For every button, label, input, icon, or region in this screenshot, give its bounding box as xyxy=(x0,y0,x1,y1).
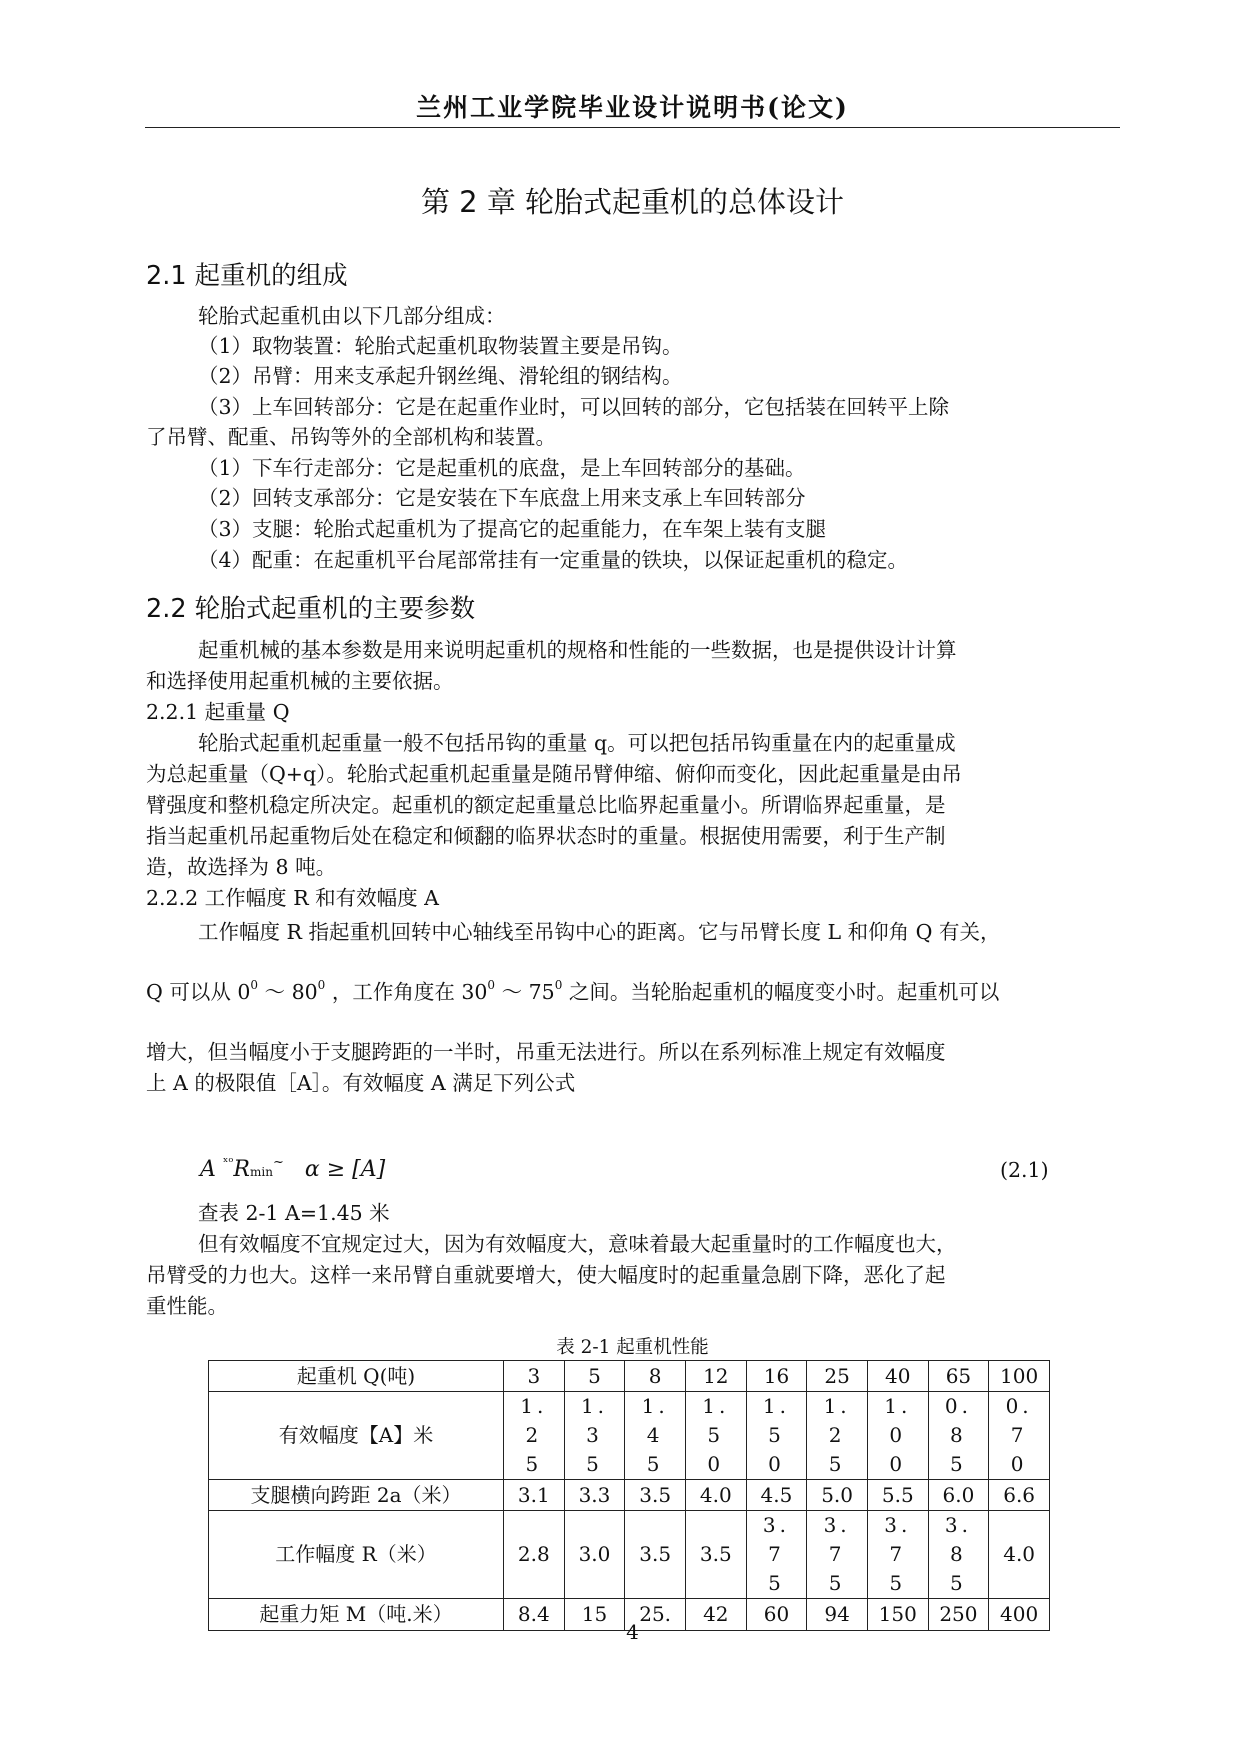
table-cell: 1.35 xyxy=(564,1392,625,1480)
table-cell: 3.5 xyxy=(685,1511,746,1599)
table-cell: 12 xyxy=(685,1361,746,1392)
paragraph-line: （4）配重：在起重机平台尾部常挂有一定重量的铁块，以保证起重机的稳定。 xyxy=(198,548,909,572)
table-cell: 8.4 xyxy=(504,1599,565,1631)
table-cell: 3.75 xyxy=(807,1511,868,1599)
page-number: 4 xyxy=(626,1620,639,1644)
row-label: 支腿横向跨距 2a（米） xyxy=(209,1480,504,1511)
paragraph-line: （2）吊臂：用来支承起升钢丝绳、滑轮组的钢结构。 xyxy=(198,364,683,388)
table-cell: 3.75 xyxy=(746,1511,807,1599)
table-cell: 5 xyxy=(564,1361,625,1392)
table-cell: 0.70 xyxy=(989,1392,1050,1480)
crane-performance-table xyxy=(208,1360,1050,1631)
table-cell: 6.0 xyxy=(928,1480,989,1511)
row-label: 起重力矩 M（吨.米） xyxy=(209,1599,504,1631)
table-cell: 3.0 xyxy=(564,1511,625,1599)
paragraph-line: （3）上车回转部分：它是在起重作业时，可以回转的部分，它包括装在回转平上除 xyxy=(198,395,950,419)
paragraph-line: 轮胎式起重机起重量一般不包括吊钩的重量 q。可以把包括吊钩重量在内的起重量成 xyxy=(198,731,956,755)
section-heading-2-1: 2.1 起重机的组成 xyxy=(146,261,348,291)
table-cell: 94 xyxy=(807,1599,868,1631)
paragraph-line: （3）支腿：轮胎式起重机为了提高它的起重能力，在车架上装有支腿 xyxy=(198,517,827,541)
table-caption: 表 2-1 起重机性能 xyxy=(556,1337,709,1358)
table-cell: 60 xyxy=(746,1599,807,1631)
table-cell: 65 xyxy=(928,1361,989,1392)
paragraph-line: 指当起重机吊起重物后处在稳定和倾翻的临界状态时的重量。根据使用需要，利于生产制 xyxy=(146,824,946,848)
paragraph-line-with-degrees: Q 可以从 $0^0$ ～ $80^0$ ，工作角度在 $30^0$ ～ $75^0$ 之间。当轮胎起重机的幅度变小时。起重机可以 xyxy=(146,978,1000,1004)
table-row xyxy=(209,1511,1050,1599)
table-row xyxy=(209,1480,1050,1511)
table-row xyxy=(209,1361,1050,1392)
paragraph-line: （1）下车行走部分：它是起重机的底盘，是上车回转部分的基础。 xyxy=(198,456,806,480)
section-heading-2-2: 2.2 轮胎式起重机的主要参数 xyxy=(146,594,476,624)
paragraph-line: 但有效幅度不宜规定过大，因为有效幅度大，意味着最大起重量时的工作幅度也大， xyxy=(198,1232,957,1256)
table-cell: 2.8 xyxy=(504,1511,565,1599)
table-cell: 4.0 xyxy=(685,1480,746,1511)
table-cell: 4.5 xyxy=(746,1480,807,1511)
paragraph-line: 和选择使用起重机械的主要依据。 xyxy=(146,669,454,693)
table-cell: 4.0 xyxy=(989,1511,1050,1599)
table-cell: 40 xyxy=(867,1361,928,1392)
table-cell: 25 xyxy=(807,1361,868,1392)
paragraph-line: 为总起重量（Q+q）。轮胎式起重机起重量是随吊臂伸缩、俯仰而变化，因此起重量是由吊 xyxy=(146,762,962,786)
table-cell: 42 xyxy=(685,1599,746,1631)
paragraph-line: （1）取物装置：轮胎式起重机取物装置主要是吊钩。 xyxy=(198,334,683,358)
paragraph-line: 轮胎式起重机由以下几部分组成： xyxy=(198,304,506,328)
table-cell: 250 xyxy=(928,1599,989,1631)
table-cell: 1.45 xyxy=(625,1392,686,1480)
table-cell: 1.25 xyxy=(504,1392,565,1480)
running-header: 兰州工业学院毕业设计说明书(论文) xyxy=(416,93,849,122)
paragraph-line: 工作幅度 R 指起重机回转中心轴线至吊钩中心的距离。它与吊臂长度 L 和仰角 Q 有关， xyxy=(198,920,1001,944)
table-cell: 3.5 xyxy=(625,1511,686,1599)
table-cell: 1.50 xyxy=(685,1392,746,1480)
table-cell: 100 xyxy=(989,1361,1050,1392)
subsection-heading-2-2-2: 2.2.2 工作幅度 R 和有效幅度 A xyxy=(146,886,439,910)
table-cell: 1.25 xyxy=(807,1392,868,1480)
header-divider xyxy=(145,127,1120,128)
table-cell: 8 xyxy=(625,1361,686,1392)
table-cell: 3.75 xyxy=(867,1511,928,1599)
table-cell: 0.85 xyxy=(928,1392,989,1480)
table-cell: 3.1 xyxy=(504,1480,565,1511)
table-cell: 1.50 xyxy=(746,1392,807,1480)
table-cell: 15 xyxy=(564,1599,625,1631)
table-row xyxy=(209,1392,1050,1480)
paragraph-line: 吊臂受的力也大。这样一来吊臂自重就要增大，使大幅度时的起重量急剧下降，恶化了起 xyxy=(146,1263,946,1287)
table-cell: 25. xyxy=(625,1599,686,1631)
table-cell: 3.3 xyxy=(564,1480,625,1511)
table-cell: 6.6 xyxy=(989,1480,1050,1511)
paragraph-line: 查表 2-1 A=1.45 米 xyxy=(198,1201,390,1225)
table-cell: 150 xyxy=(867,1599,928,1631)
paragraph-line: 造，故选择为 8 吨。 xyxy=(146,855,337,879)
paragraph-line: 起重机械的基本参数是用来说明起重机的规格和性能的一些数据，也是提供设计计算 xyxy=(198,638,957,662)
paragraph-line: （2）回转支承部分：它是安装在下车底盘上用来支承上车回转部分 xyxy=(198,486,806,510)
table-cell: 16 xyxy=(746,1361,807,1392)
table-cell: 5.5 xyxy=(867,1480,928,1511)
table-cell: 3 xyxy=(504,1361,565,1392)
row-label: 工作幅度 R（米） xyxy=(209,1511,504,1599)
table-cell: 3.85 xyxy=(928,1511,989,1599)
paragraph-line: 上 A 的极限值［A］。有效幅度 A 满足下列公式 xyxy=(146,1071,576,1095)
table-cell: 1.00 xyxy=(867,1392,928,1480)
paragraph-line: 增大，但当幅度小于支腿跨距的一半时，吊重无法进行。所以在系列标准上规定有效幅度 xyxy=(146,1040,946,1064)
paragraph-line: 了吊臂、配重、吊钩等外的全部机构和装置。 xyxy=(146,425,556,449)
subsection-heading-2-2-1: 2.2.1 起重量 Q xyxy=(146,700,290,724)
equation-number: (2.1) xyxy=(1000,1158,1049,1182)
table-cell: 3.5 xyxy=(625,1480,686,1511)
paragraph-line: 臂强度和整机稳定所决定。起重机的额定起重量总比临界起重量小。所谓临界起重量，是 xyxy=(146,793,946,817)
row-label: 起重机 Q(吨) xyxy=(209,1361,504,1392)
table-cell: 400 xyxy=(989,1599,1050,1631)
paragraph-line: 重性能。 xyxy=(146,1294,228,1318)
row-label: 有效幅度【A】米 xyxy=(209,1392,504,1480)
formula-2-1: A $^{ˣᵒ}$Rmin~ α ≥ [A] xyxy=(200,1155,386,1182)
table-cell: 5.0 xyxy=(807,1480,868,1511)
chapter-title: 第 2 章 轮胎式起重机的总体设计 xyxy=(420,185,845,219)
